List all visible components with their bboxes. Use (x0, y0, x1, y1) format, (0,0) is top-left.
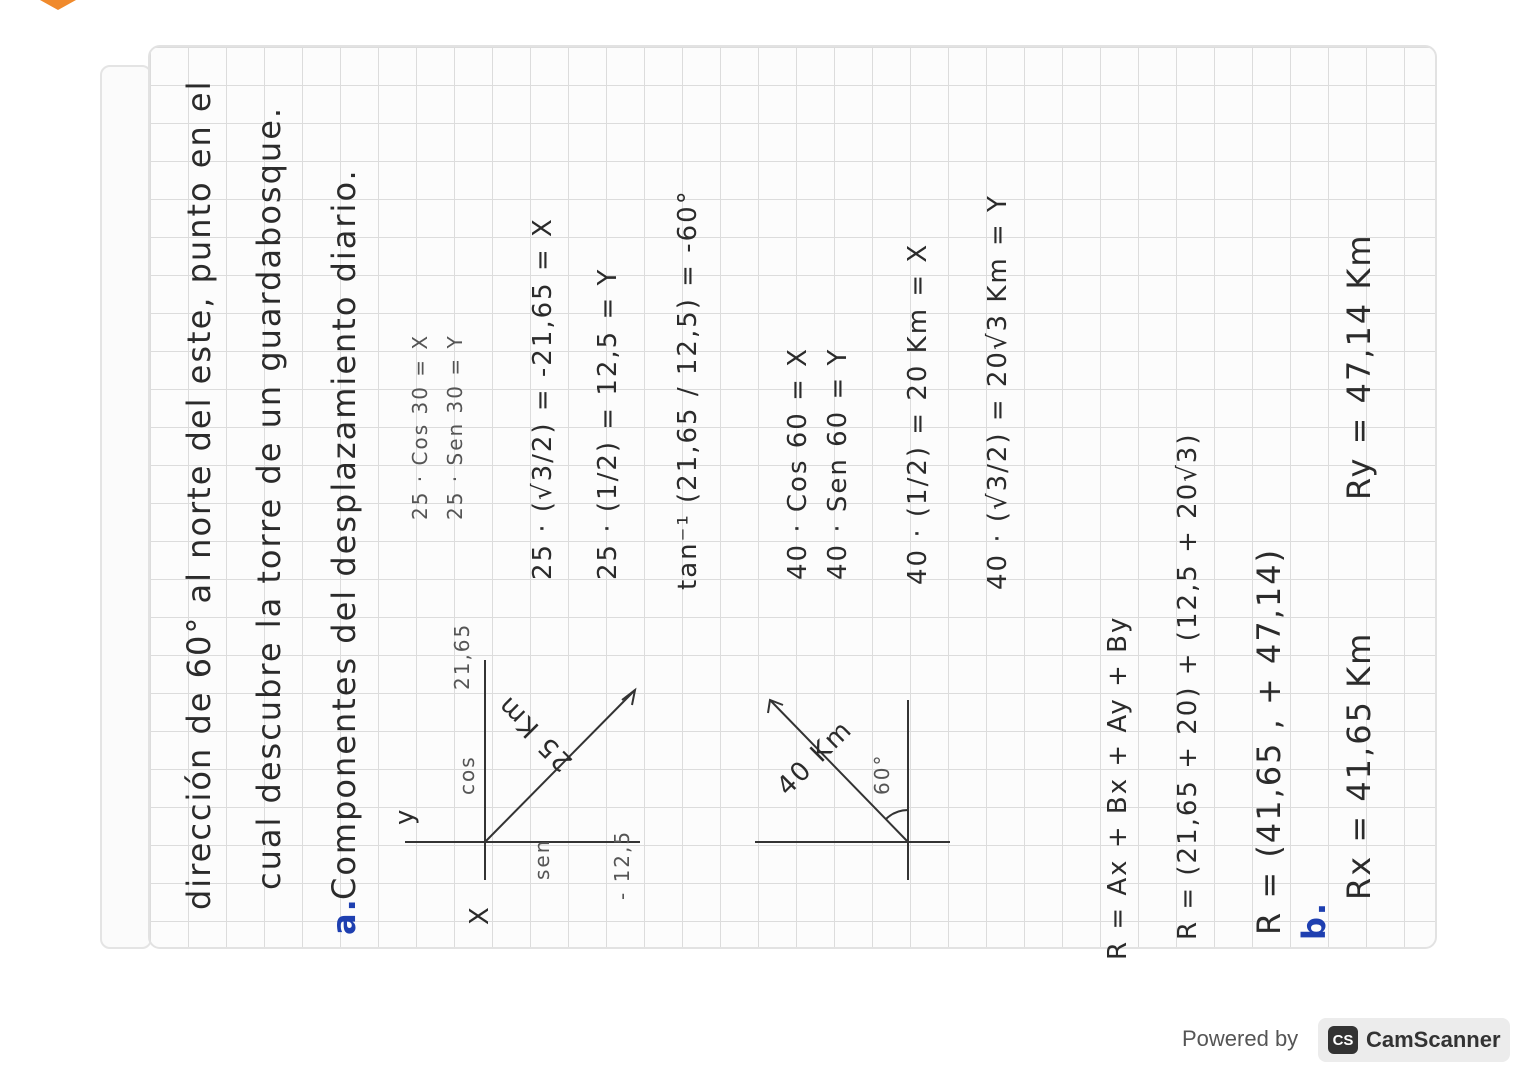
equation: 40 · (1/2) = 20 Km = X (903, 242, 933, 585)
angle-arc (886, 810, 908, 819)
equation: 40 · Sen 60 = Y (823, 347, 853, 580)
equation: 40 · (√3/2) = 20√3 Km = Y (983, 194, 1013, 590)
equation: 25 · (1/2) = 12,5 = Y (593, 267, 623, 580)
diagram1-y-label: y (390, 807, 420, 825)
page-corner-mark (40, 0, 76, 10)
powered-by-text: Powered by (1182, 1026, 1299, 1051)
diagram1-x-value: 21,65 (450, 622, 474, 690)
camscanner-brand: CamScanner (1366, 1027, 1501, 1052)
part-b-marker: b. (1295, 900, 1333, 940)
resultant-equation: R = (21,65 + 20) + (12,5 + 20√3) (1173, 432, 1203, 940)
vector-diagrams (100, 45, 1430, 945)
part-a-marker: a. (325, 897, 363, 935)
camscanner-logo-icon: CS (1328, 1026, 1358, 1054)
problem-line-1: dirección de 60° al norte del este, punto en el (180, 79, 218, 910)
handwritten-content (100, 45, 1430, 960)
part-b-ry: Ry = 47,14 Km (1340, 233, 1378, 500)
diagram1-cos-label: cos (455, 755, 479, 795)
diagram1-vector-label: 25 Km (491, 689, 579, 777)
diagram2-vector-label: 40 Km (771, 714, 859, 802)
diagram1-y-value: - 12,5 (610, 829, 634, 900)
equation: 25 · (√3/2) = -21,65 = X (528, 217, 558, 580)
problem-line-2: cual descubre la torre de un guardabosque. (250, 105, 288, 890)
diagram1-x-label: X (465, 905, 495, 925)
resultant-equation: R = Ax + Bx + Ay + By (1103, 615, 1133, 960)
part-b-rx: Rx = 41,65 Km (1340, 631, 1378, 900)
equation: 25 · Cos 30 = X (408, 333, 432, 520)
diagram2-angle-label: 60° (870, 753, 894, 795)
diagram1-sen-label: sen (530, 838, 554, 880)
equation: 40 · Cos 60 = X (783, 347, 813, 580)
equation: tan⁻¹ (21,65 / 12,5) = -60° (673, 189, 703, 590)
resultant-equation: R = (41,65 , + 47,14) (1250, 547, 1288, 935)
camscanner-badge (1318, 1018, 1510, 1062)
part-a-title: Componentes del desplazamiento diario. (325, 168, 363, 900)
equation: 25 · Sen 30 = Y (443, 334, 467, 520)
